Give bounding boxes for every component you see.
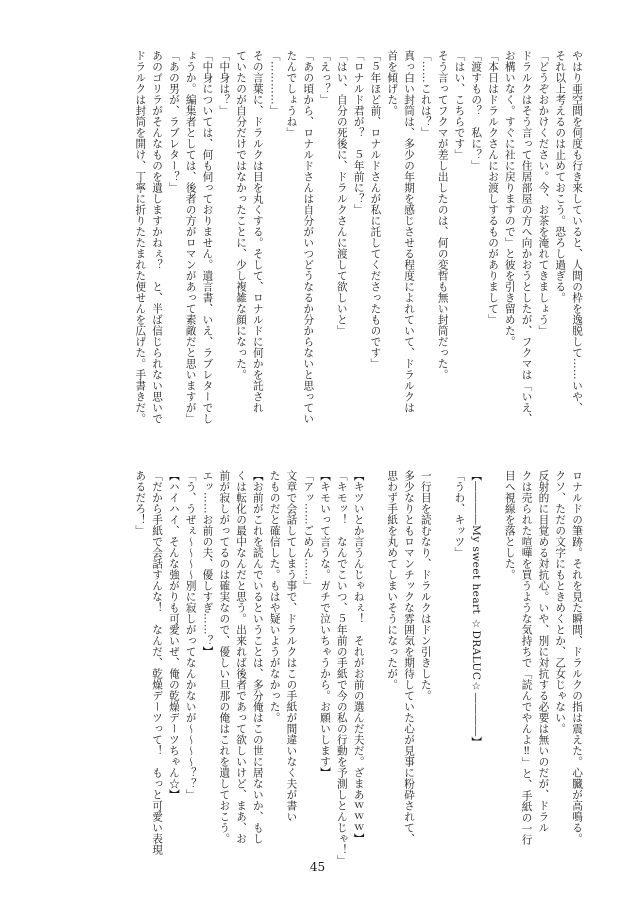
text-line: 「うわ、キッツ」 [453,470,466,558]
text-line: 「あの頃から、ロナルドさんは自分がいつどうなるか分からないと思ってい [302,50,315,424]
text-line: 「あの男が、ラブレター？」 [167,50,180,193]
text-line: 「中身については、何も伺っておりません。遺言書、いえ、ラブレターでし [201,50,214,424]
text-line [434,470,451,850]
text-line: たんでしょうね」 [285,50,298,138]
text-line: 「中身は？」 [218,50,231,116]
lower-text-block [131,470,585,866]
text-line: 思わず手紙を丸めてしまいそうになったが。 [386,470,399,690]
text-line: 【――――My sweet heart ☆DRALUC☆――――】 [470,470,483,748]
text-line: ていたのが自分だけではなかったことに、少し複雑な顔になった。 [235,50,248,380]
text-line: 前が寂しがってるのは確実なので、優しい旦那の俺はこれを遺しておこう。 [218,470,231,844]
text-line: 【ハイハイ、そんな強がりも可愛いぜ、俺の乾燥デーツちゃん☆】 [167,470,180,800]
text-line: 目へ視線を落とした。 [503,470,516,580]
text-line: ドラルクは封筒を開け、丁寧に折りたたまれた便せんを広げた。手書きだ。 [134,50,147,424]
text-line [484,470,501,850]
text-line: 「５年ほど前、ロナルドさんが私に託してくださったものです」 [369,50,382,369]
text-line: 「本日はドラルクさんにお渡しするものがありまして」 [487,50,500,325]
text-line: そう言ってフクマが差し出したのは、何の変哲も無い封筒だった。 [436,50,449,380]
text-line: 「ロナルド君が？ ５年前に？」 [352,50,365,215]
text-line: あるだろ！」 [134,470,147,536]
text-line: 【キモいって言うな。ガチで泣いちゃうから。お願いします】 [319,470,332,778]
text-line: ロナルドの筆跡。それを見た瞬間、ドラルクの指は震えた。心臓が高鳴る。 [571,470,583,844]
text-line: くは転化の最中なんだと思う。出来れば後者であって欲しいけど、まあ、お [235,470,248,844]
text-line: 「渡すもの？ 私に？」 [470,50,483,171]
text-line: クは売られた喧嘩を買うような気持ちで「読んでやんよ‼」と、手紙の一行 [520,470,533,846]
text-line: 「えっ？」 [319,50,332,105]
text-line: たものだと確信した。もはや疑いようがなかった。 [268,470,281,723]
upper-text-block [131,50,585,450]
text-line: 「う、うぜぇ～～～～別に寂しがってなんかないが～～～～？？」 [184,470,197,800]
text-line: それ以上考えるのは止めておこう。恐ろし過ぎる。 [554,50,567,303]
text-line: 「はい、こちらです」 [453,50,466,160]
text-line: 「……これは？」 [419,50,432,138]
text-line: 「どうぞおかけください。今、お茶を淹れてきましょう」 [537,50,550,336]
text-line: エッ……お前の夫、優しすぎ……？】 [201,470,214,657]
text-line: 【キツいとか言うんじゃねぇ！ それがお前の選んだ夫だ。ざまあｗｗｗ】 [352,470,365,844]
text-line: やはり亜空間を何度も行き来していると、人間の枠を逸脱して……いや、 [571,50,583,413]
text-line: 一行目を読むなり、ドラルクはドン引きした。 [419,470,432,701]
text-line [367,470,384,850]
text-line: 文章で会話してしまう事で、ドラルクはこの手紙が間違いなく夫が書い [285,470,298,822]
text-line: 「アッ……ごめん……」 [302,470,315,591]
text-line: 「はい、自分の死後に、ドラルクさんに渡して欲しいと」 [335,50,348,336]
text-line: お構いなく。すぐに社に戻りますので」と彼を引き留めた。 [503,50,516,347]
text-line: 真っ白い封筒は、多少の年期を感じさせる程度によれていて、ドラルクは [403,50,416,413]
text-line: ドラルクはそう言って住居部屋の方へ向かおうとしたが、フクマは「いえ、 [520,50,533,424]
text-line: 多少なりともロマンチックな雰囲気を期待していた心が見事に粉砕されて、 [403,470,416,844]
text-line: 「だから手紙で会話すんな！ なんだ、乾燥デーツって！ もっと可愛い表現 [151,470,164,855]
text-line: クソ、ただの文字にもときめくとか、乙女じゃない。 [554,470,567,734]
text-line: あのゴリラがそんなものを遺しますかねぇ？ と、半ば信じられない思いで [151,50,164,424]
text-line: 【お前がこれを読んでいるということは、多分俺はこの世に居ないか、もし [251,470,264,844]
text-line: 「キモッ！ なんでこいつ、５年前の手紙で今の私の行動を予測しとんじゃ！」 [335,470,348,866]
text-line: 首を傾げた。 [386,50,399,116]
text-line: 「…………」 [268,50,281,116]
page-number: 45 [309,860,326,874]
text-line: 反射的に目覚める対抗心。いや、別に対抗する必要は無いのだが、ドラル [537,470,550,833]
text-line: ょうか。編集者としては、後者の方がロマンがあって素敵だと思いますが」 [184,50,197,424]
text-line: その言葉に、ドラルクは目を丸くする。そして、ロナルドに何かを託され [251,50,264,413]
